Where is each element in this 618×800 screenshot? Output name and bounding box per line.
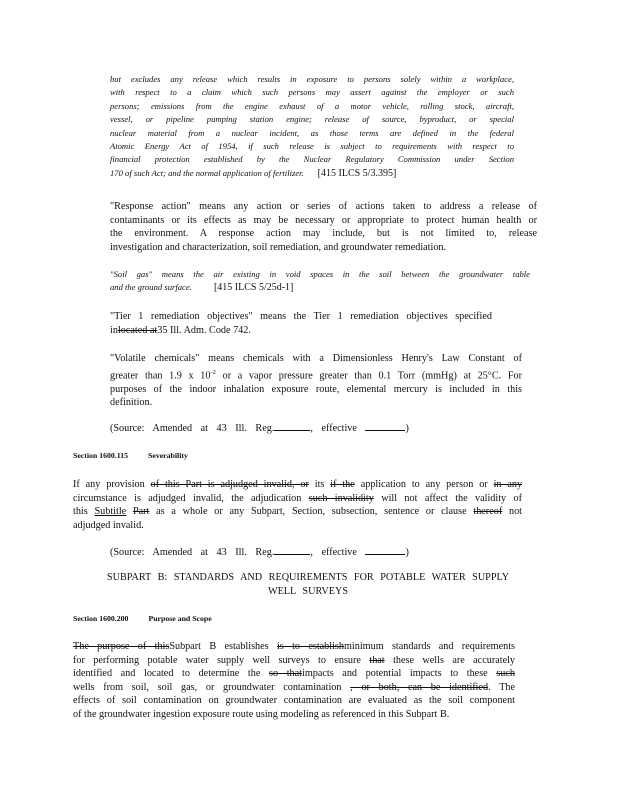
soil-gas-text: and the ground surface. [110, 282, 192, 293]
volatile-line-2 [110, 366, 522, 383]
purpose-text: . The [488, 681, 516, 693]
response-line: "Response action" means any action or series of actions taken to address a release of [110, 201, 537, 212]
tier1-line-2 [110, 324, 492, 338]
definition-tier-1 [110, 310, 492, 337]
purpose-line-3 [73, 667, 515, 681]
response-line: investigation and characterization, soil remediation, and groundwater remediation. [110, 241, 447, 253]
block1-line: Atomic Energy Act of 1954, if such release is subject to requirements with respect to [110, 141, 514, 152]
section-200-title: Purpose and Scope [148, 614, 212, 623]
definition-volatile-chemicals [110, 352, 522, 410]
definition-response-action [110, 200, 537, 254]
block1-citation: [415 ILCS 5/3.395] [317, 167, 397, 179]
volatile-line-3: purposes of the indoor inhalation exposure route, elemental mercury is included in this [110, 383, 522, 395]
sev-line-4: adjudged invalid. [73, 519, 144, 531]
sev-struck: such invalidity [308, 492, 374, 504]
block1-line: with respect to a claim which such persons may assert against the employer or such [110, 87, 514, 98]
purpose-struck: , or both, can be identified [350, 681, 489, 693]
source-prefix: (Source: Amended at 43 Ill. Reg. [110, 423, 275, 434]
soil-gas-line-2 [110, 281, 530, 294]
sev-struck: thereof [473, 506, 503, 518]
soil-gas-citation: [415 ILCS 5/25d-1] [213, 282, 294, 294]
purpose-text: impacts and potential impacts to these [301, 668, 488, 680]
sev-line-1 [73, 478, 522, 492]
sev-text: its [314, 479, 325, 490]
source-prefix: (Source: Amended at 43 Ill. Reg. [110, 547, 275, 558]
sev-text: will not affect the validity of [381, 492, 522, 504]
soil-gas-line-1: "Soil gas" means the air existing in void spaces in the soil between the groundwater table [110, 269, 530, 279]
purpose-struck: that [369, 654, 385, 666]
source-effective: , effective [310, 423, 357, 434]
subpart-heading-line-2: WELL SURVEYS [267, 585, 349, 597]
purpose-line-6: of the groundwater ingestion exposure route using modeling as referenced in this Subpart B. [73, 708, 450, 720]
source-close: ) [405, 423, 409, 434]
purpose-text: wells from soil, soil gas, or groundwater contamination [73, 681, 342, 693]
purpose-struck: is to establish [276, 641, 344, 652]
block1-last-line [110, 167, 514, 180]
source-note-2 [110, 545, 430, 560]
sev-struck: if the [330, 479, 355, 490]
subpart-heading-line-1: SUBPART B: STANDARDS AND REQUIREMENTS FOR POTABLE WATER SUPPLY [106, 572, 510, 583]
block1-line: persons; emissions from the engine exhaust of a motor vehicle, rolling stock, aircraft, [110, 100, 514, 111]
purpose-struck: The purpose of this [73, 641, 170, 652]
block1-line: but excludes any release which results in exposure to persons solely within a workplace, [110, 74, 514, 84]
section-200-number: Section 1600.200 [73, 614, 129, 623]
tier1-in: in [110, 324, 118, 336]
volatile-line-4: definition. [110, 397, 153, 409]
response-line: contaminants or its effects as may be necessary or appropriate to protect human health or [110, 214, 537, 226]
sev-text: this [73, 506, 88, 518]
purpose-paragraph [73, 640, 515, 722]
sev-line-2 [73, 492, 522, 506]
purpose-text: for performing potable water supply well surveys to ensure [73, 654, 361, 666]
tier1-rest: 35 Ill. Adm. Code 742. [157, 324, 251, 336]
sev-struck: in any [493, 479, 523, 490]
block1-line: vessel, or pipeline pumping station engine; release of source, byproduct, or special [110, 114, 514, 125]
block1-last-text: 170 of such Act; and the normal application of fertilizer. [110, 167, 304, 178]
sev-underlined: Subtitle [94, 506, 127, 518]
definition-soil-gas [110, 268, 530, 295]
volatile-text-a: greater than 1.9 x 10 [110, 369, 211, 381]
severability-paragraph [73, 478, 522, 532]
sev-text: as a whole or any Subpart, Section, subsection, sentence or clause [156, 506, 467, 518]
source-date-blank [365, 421, 405, 431]
purpose-text: minimum standards and requirements [344, 641, 515, 652]
sev-text: circumstance is adjudged invalid, the adjudication [73, 492, 302, 504]
source-reg-blank [274, 421, 310, 431]
sev-text: not [508, 506, 522, 518]
purpose-line-5: effects of soil contamination on groundwater contamination are evaluated as the soil component [73, 695, 515, 707]
tier1-struck-text: located at [117, 324, 158, 336]
source-close: ) [405, 547, 409, 558]
section-115-number: Section 1600.115 [73, 451, 129, 460]
definition-release-continuation [110, 73, 514, 180]
sev-struck: Part [132, 506, 150, 518]
block1-line: nuclear material from a nuclear incident, as those terms are defined in the federal [110, 127, 514, 138]
source-reg-blank [274, 545, 310, 555]
source-effective: , effective [310, 547, 357, 558]
subpart-b-heading [73, 571, 543, 598]
section-115-heading [73, 451, 208, 460]
sev-struck: of this Part is adjudged invalid, or [150, 479, 309, 490]
section-200-heading [73, 614, 232, 623]
tier1-line-1: "Tier 1 remediation objectives" means the Tier 1 remediation objectives specified [110, 311, 492, 322]
purpose-line-4 [73, 681, 515, 695]
section-115-title: Severability [148, 451, 188, 460]
block1-line: financial protection established by the Nuclear Regulatory Commission under Section [110, 154, 514, 165]
purpose-struck: so that [269, 668, 302, 680]
purpose-text: Subpart B establishes [169, 641, 269, 652]
purpose-text: these wells are accurately [393, 654, 516, 666]
volatile-line-1: "Volatile chemicals" means chemicals with a Dimensionless Henry's Law Constant of [110, 353, 522, 364]
purpose-struck: such [496, 668, 516, 680]
sev-text: application to any person or [360, 479, 488, 490]
purpose-line-1 [73, 640, 515, 654]
sev-text: If any provision [73, 479, 145, 490]
volatile-text-b: or a vapor pressure greater than 0.1 Torr (mmHg) at 25°C. For [222, 369, 523, 381]
source-note-1 [110, 421, 430, 436]
sev-line-3 [73, 505, 522, 519]
source-date-blank [365, 545, 405, 555]
volatile-exponent: -2 [210, 368, 216, 376]
purpose-line-2 [73, 654, 515, 668]
response-line: the environment. A response action may include, but is not limited to, release [110, 228, 537, 240]
purpose-text: identified and located to determine the [73, 668, 261, 680]
